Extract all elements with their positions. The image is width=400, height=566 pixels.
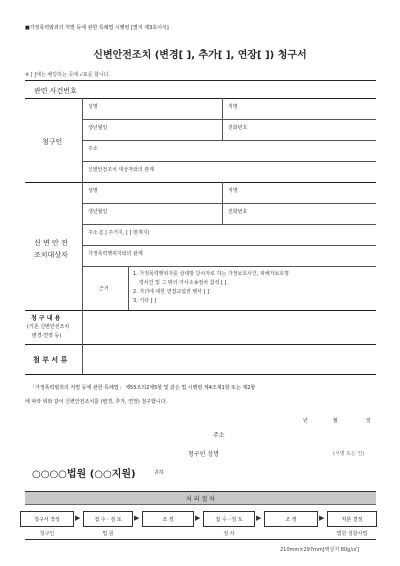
process-title: 처 리 절 차	[25, 491, 376, 505]
attachments-divider	[82, 344, 83, 374]
subject-row-line-2	[82, 224, 376, 225]
arrow-right-icon: ▶	[134, 514, 140, 522]
signer-label: 청구인 성명	[188, 451, 219, 458]
form-title: 신변안전조치 (변경[ ], 추가[ ], 연장[ ]) 청구서	[93, 50, 307, 61]
date-day: 일	[366, 418, 371, 424]
petitioner-section-bottom	[25, 182, 376, 183]
subject-section-label-2: 조치대상자	[34, 251, 68, 259]
attachments-label: 첨 부 서 류	[33, 356, 68, 364]
process-step-5: 조 정	[264, 511, 318, 527]
paper-spec: 210mm×297mm[백상지 80g/㎡]	[280, 547, 359, 553]
petitioner-row-line-3	[82, 161, 376, 162]
signer-name-field[interactable]	[235, 446, 325, 456]
form-top-border	[25, 80, 376, 81]
attachments-field[interactable]	[86, 346, 372, 372]
date-year: 년	[303, 418, 308, 424]
request-content-label-3: 변경·연장 등)	[32, 333, 62, 339]
form-header-note: ■가정폭력범죄의 처벌 등에 관한 특례법 시행령 [별지 제3호서식]	[25, 25, 169, 31]
instruction-note: ※ [ ]에는 해당하는 곳에 √표를 합니다.	[25, 72, 111, 78]
subject-relation-label: 가정폭력행위자와의 관계	[88, 251, 143, 257]
subject-dob-label: 생년월일	[88, 209, 108, 215]
request-divider	[82, 310, 83, 344]
court-suffix: 귀하	[154, 470, 164, 476]
petitioner-relation-label: 신변안전조치 대상자와의 관계	[88, 167, 154, 173]
case-number-field[interactable]	[96, 84, 366, 96]
petitioner-address-label: 주소	[88, 146, 98, 152]
process-actor-4: 검 사	[223, 531, 235, 537]
process-actor-1: 청구인	[39, 531, 55, 537]
petitioner-name-label: 성명	[88, 104, 98, 110]
subject-phone-label: 전화번호	[228, 209, 248, 215]
reason-item-1b: 령사건 및 그 밖의 가사소송절차 참석 [ ]	[139, 280, 227, 286]
petitioner-phone-label: 전화번호	[228, 125, 248, 131]
process-step-3: 조 정	[142, 511, 194, 527]
request-content-field[interactable]	[86, 312, 372, 342]
petitioner-row-line-1	[82, 119, 376, 120]
attachments-bottom	[25, 374, 376, 375]
statement-line-2: 에 따라 위와 같이 신변안전조치를 (변경, 추가, 연장) 청구합니다.	[25, 399, 168, 405]
reason-divider	[128, 266, 129, 310]
case-row-bottom	[25, 98, 376, 99]
petitioner-title-label: 직명	[228, 104, 238, 110]
reason-item-2[interactable]: 2. 자녀에 대한 면접교섭권 행사 [ ]	[133, 289, 210, 295]
arrow-right-icon: ▶	[256, 514, 262, 522]
process-step-4: 접 수 · 검 토	[203, 511, 255, 527]
process-actor-2: 법 원	[102, 531, 114, 537]
court-name: ○○○○법원 (○○지원)	[32, 469, 136, 480]
statement-line-1: 「가정폭력범죄의 처벌 등에 관한 특례법」 제55조의2제5항 및 같은 법 시행령 제4조제1항 또는 제2항	[30, 385, 256, 391]
subject-section-label-1: 신 변 안 전	[34, 239, 68, 247]
subject-address-label: 주소 ([ ] 주거지, [ ] 현재지)	[88, 230, 150, 236]
sign-note: (서명 또는 인)	[333, 451, 365, 457]
reason-item-1a[interactable]: 1. 가정폭력행위자를 상대방 당사자로 하는 가정보호사건, 피해자보호명	[133, 271, 289, 277]
arrow-right-icon: ▶	[319, 514, 325, 522]
process-actor-6: 법원 검찰사법	[336, 531, 368, 537]
request-content-bottom	[25, 344, 376, 345]
case-number-label: 관련 사건번호	[34, 87, 77, 95]
reason-item-3[interactable]: 3. 기타 [ ]	[133, 298, 157, 304]
subject-section-bottom	[25, 310, 376, 311]
subject-row-line-4	[82, 266, 376, 267]
subject-title-label: 직명	[228, 188, 238, 194]
date-month: 월	[333, 418, 338, 424]
petitioner-row-line-2	[82, 140, 376, 141]
petitioner-dob-label: 생년월일	[88, 125, 108, 131]
process-step-1: 청구서 작성	[20, 511, 74, 527]
process-step-6: 처분 결정	[327, 511, 377, 527]
subject-name-label: 성명	[88, 188, 98, 194]
petitioner-section-label: 청구인	[42, 138, 63, 146]
request-content-label-2: (기존 신변안전조치	[27, 324, 70, 330]
process-bottom-border	[25, 539, 376, 540]
reason-label: 근거	[99, 286, 109, 292]
process-step-2: 접 수 · 검 토	[83, 511, 133, 527]
subject-divider	[82, 182, 83, 310]
request-content-label-1: 청 구 내 용	[31, 315, 61, 322]
arrow-right-icon: ▶	[75, 514, 81, 522]
subject-row-line-1	[82, 203, 376, 204]
subject-row-line-3	[82, 245, 376, 246]
address-label: 주소	[213, 432, 225, 439]
arrow-right-icon: ▶	[195, 514, 201, 522]
